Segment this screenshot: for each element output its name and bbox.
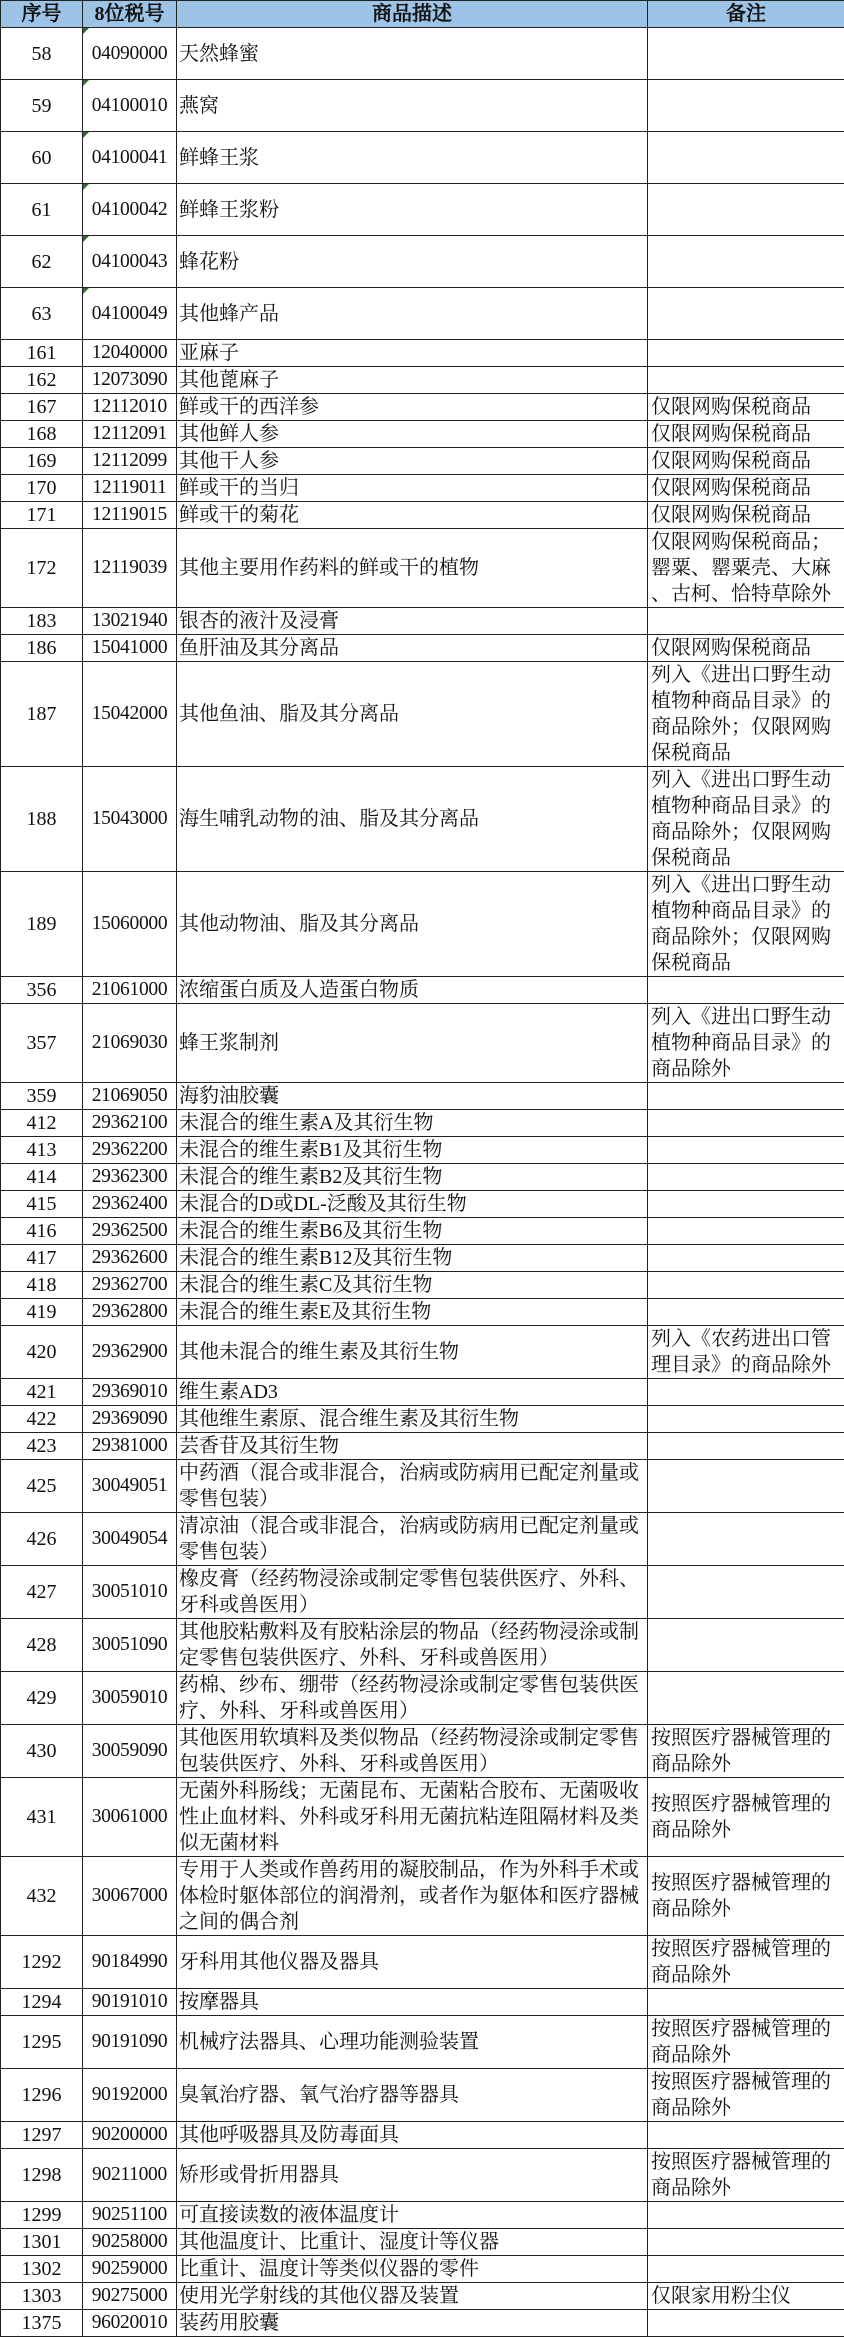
- table-row: [1, 288, 844, 340]
- tax-code-cell: 12112010: [83, 394, 177, 421]
- serial-cell: 425: [1, 1460, 83, 1513]
- remark-cell: [648, 1218, 844, 1245]
- remark-cell: 列入《进出口野生动植物种商品目录》的商品除外: [648, 1004, 844, 1083]
- serial-cell: 1302: [1, 2256, 83, 2283]
- tax-code-cell: 12073090: [83, 367, 177, 394]
- table-row: [1, 1566, 844, 1619]
- header-tax-code: 8位税号: [83, 1, 177, 28]
- tax-code-cell: 29362800: [83, 1299, 177, 1326]
- description-cell: 其他呼吸器具及防毒面具: [177, 2122, 648, 2149]
- serial-cell: 63: [1, 288, 83, 340]
- serial-cell: 427: [1, 1566, 83, 1619]
- remark-cell: 仅限网购保税商品: [648, 448, 844, 475]
- tax-code-cell: 21061000: [83, 977, 177, 1004]
- remark-cell: [648, 2122, 844, 2149]
- description-cell: 矫形或骨折用器具: [177, 2149, 648, 2202]
- serial-cell: 189: [1, 872, 83, 977]
- description-cell: 可直接读数的液体温度计: [177, 2202, 648, 2229]
- tax-code-cell: 30059090: [83, 1725, 177, 1778]
- description-cell: 其他蜂产品: [177, 288, 648, 340]
- table-row: [1, 448, 844, 475]
- serial-cell: 422: [1, 1406, 83, 1433]
- remark-cell: 仅限网购保税商品: [648, 635, 844, 662]
- tax-code-cell: 29362600: [83, 1245, 177, 1272]
- serial-cell: 357: [1, 1004, 83, 1083]
- tax-code-cell: 15042000: [83, 662, 177, 767]
- table-row: [1, 2016, 844, 2069]
- tax-code-cell: 96020010: [83, 2310, 177, 2337]
- description-cell: 鲜或干的当归: [177, 475, 648, 502]
- description-cell: 其他维生素原、混合维生素及其衍生物: [177, 1406, 648, 1433]
- serial-cell: 62: [1, 236, 83, 288]
- serial-cell: 61: [1, 184, 83, 236]
- serial-cell: 418: [1, 1272, 83, 1299]
- description-cell: 海豹油胶囊: [177, 1083, 648, 1110]
- tax-code-cell: 90275000: [83, 2283, 177, 2310]
- serial-cell: 188: [1, 767, 83, 872]
- tax-code-cell: 30051090: [83, 1619, 177, 1672]
- remark-cell: [648, 28, 844, 80]
- table-row: [1, 1083, 844, 1110]
- remark-cell: 仅限网购保税商品；罂粟、罂粟壳、大麻、古柯、恰特草除外: [648, 529, 844, 608]
- tax-code-cell: 29362400: [83, 1191, 177, 1218]
- tax-code-cell: 13021940: [83, 608, 177, 635]
- description-cell: 其他鱼油、脂及其分离品: [177, 662, 648, 767]
- table-row: [1, 2229, 844, 2256]
- tax-code-cell: 29362700: [83, 1272, 177, 1299]
- table-row: [1, 2283, 844, 2310]
- serial-cell: 183: [1, 608, 83, 635]
- serial-cell: 423: [1, 1433, 83, 1460]
- description-cell: 鱼肝油及其分离品: [177, 635, 648, 662]
- description-cell: 其他温度计、比重计、湿度计等仪器: [177, 2229, 648, 2256]
- tax-code-cell: 29362300: [83, 1164, 177, 1191]
- description-cell: 未混合的维生素C及其衍生物: [177, 1272, 648, 1299]
- remark-cell: 仅限网购保税商品: [648, 502, 844, 529]
- serial-cell: 426: [1, 1513, 83, 1566]
- table-row: [1, 2069, 844, 2122]
- serial-cell: 168: [1, 421, 83, 448]
- description-cell: 臭氧治疗器、氧气治疗器等器具: [177, 2069, 648, 2122]
- tax-code-cell: 90191010: [83, 1989, 177, 2016]
- remark-cell: 按照医疗器械管理的商品除外: [648, 1857, 844, 1936]
- remark-cell: [648, 236, 844, 288]
- tax-code-cell: 04100041: [83, 132, 177, 184]
- description-cell: 按摩器具: [177, 1989, 648, 2016]
- description-cell: 机械疗法器具、心理功能测验装置: [177, 2016, 648, 2069]
- serial-cell: 1301: [1, 2229, 83, 2256]
- tax-code-cell: 12112099: [83, 448, 177, 475]
- table-row: [1, 1299, 844, 1326]
- tax-code-cell: 30067000: [83, 1857, 177, 1936]
- description-cell: 未混合的D或DL-泛酸及其衍生物: [177, 1191, 648, 1218]
- serial-cell: 1292: [1, 1936, 83, 1989]
- tax-code-cell: 90259000: [83, 2256, 177, 2283]
- description-cell: 天然蜂蜜: [177, 28, 648, 80]
- description-cell: 未混合的维生素B6及其衍生物: [177, 1218, 648, 1245]
- serial-cell: 1299: [1, 2202, 83, 2229]
- description-cell: 鲜蜂王浆: [177, 132, 648, 184]
- tax-code-cell: 30049051: [83, 1460, 177, 1513]
- tax-code-cell: 12040000: [83, 340, 177, 367]
- serial-cell: 186: [1, 635, 83, 662]
- description-cell: 其他干人参: [177, 448, 648, 475]
- table-row: [1, 1513, 844, 1566]
- table-row: [1, 1989, 844, 2016]
- remark-cell: [648, 1110, 844, 1137]
- description-cell: 其他鲜人参: [177, 421, 648, 448]
- serial-cell: 356: [1, 977, 83, 1004]
- tax-code-cell: 29369090: [83, 1406, 177, 1433]
- description-cell: 蜂花粉: [177, 236, 648, 288]
- description-cell: 专用于人类或作兽药用的凝胶制品，作为外科手术或体检时躯体部位的润滑剂，或者作为躯体和医疗器械之间的偶合剂: [177, 1857, 648, 1936]
- table-row: [1, 502, 844, 529]
- tax-code-cell: 15041000: [83, 635, 177, 662]
- tax-code-cell: 15043000: [83, 767, 177, 872]
- table-row: [1, 1191, 844, 1218]
- serial-cell: 415: [1, 1191, 83, 1218]
- description-cell: 清凉油（混合或非混合，治病或防病用已配定剂量或零售包装）: [177, 1513, 648, 1566]
- remark-cell: 列入《进出口野生动植物种商品目录》的商品除外；仅限网购保税商品: [648, 872, 844, 977]
- serial-cell: 170: [1, 475, 83, 502]
- table-row: [1, 1218, 844, 1245]
- description-cell: 其他医用软填料及类似物品（经药物浸涂或制定零售包装供医疗、外科、牙科或兽医用）: [177, 1725, 648, 1778]
- remark-cell: [648, 1299, 844, 1326]
- table-row: [1, 1672, 844, 1725]
- description-cell: 未混合的维生素E及其衍生物: [177, 1299, 648, 1326]
- description-cell: 芸香苷及其衍生物: [177, 1433, 648, 1460]
- remark-cell: [648, 1272, 844, 1299]
- tax-code-cell: 90184990: [83, 1936, 177, 1989]
- remark-cell: [648, 1460, 844, 1513]
- tax-code-cell: 30059010: [83, 1672, 177, 1725]
- remark-cell: [648, 2310, 844, 2337]
- table-body: [1, 28, 844, 2337]
- table-row: [1, 1379, 844, 1406]
- table-row: [1, 475, 844, 502]
- table-row: [1, 1326, 844, 1379]
- serial-cell: 430: [1, 1725, 83, 1778]
- remark-cell: 按照医疗器械管理的商品除外: [648, 1936, 844, 1989]
- tax-code-cell: 29362200: [83, 1137, 177, 1164]
- table-row: [1, 394, 844, 421]
- description-cell: 维生素AD3: [177, 1379, 648, 1406]
- serial-cell: 169: [1, 448, 83, 475]
- table-row: [1, 1460, 844, 1513]
- remark-cell: [648, 2229, 844, 2256]
- table-row: [1, 1164, 844, 1191]
- tax-code-cell: 04100043: [83, 236, 177, 288]
- description-cell: 鲜蜂王浆粉: [177, 184, 648, 236]
- remark-cell: 仅限网购保税商品: [648, 421, 844, 448]
- description-cell: 中药酒（混合或非混合，治病或防病用已配定剂量或零售包装）: [177, 1460, 648, 1513]
- remark-cell: 按照医疗器械管理的商品除外: [648, 1778, 844, 1857]
- remark-cell: [648, 608, 844, 635]
- description-cell: 使用光学射线的其他仪器及装置: [177, 2283, 648, 2310]
- serial-cell: 428: [1, 1619, 83, 1672]
- description-cell: 未混合的维生素B1及其衍生物: [177, 1137, 648, 1164]
- description-cell: 装药用胶囊: [177, 2310, 648, 2337]
- description-cell: 银杏的液汁及浸膏: [177, 608, 648, 635]
- remark-cell: [648, 80, 844, 132]
- serial-cell: 431: [1, 1778, 83, 1857]
- description-cell: 未混合的维生素B2及其衍生物: [177, 1164, 648, 1191]
- remark-cell: 仅限网购保税商品: [648, 475, 844, 502]
- tax-code-cell: 90192000: [83, 2069, 177, 2122]
- description-cell: 鲜或干的菊花: [177, 502, 648, 529]
- serial-cell: 413: [1, 1137, 83, 1164]
- table-row: [1, 662, 844, 767]
- table-row: [1, 977, 844, 1004]
- tax-code-cell: 29362500: [83, 1218, 177, 1245]
- tax-code-cell: 29362900: [83, 1326, 177, 1379]
- description-cell: 亚麻子: [177, 340, 648, 367]
- remark-cell: [648, 1513, 844, 1566]
- serial-cell: 1375: [1, 2310, 83, 2337]
- serial-cell: 1296: [1, 2069, 83, 2122]
- table-row: [1, 2122, 844, 2149]
- remark-cell: [648, 1083, 844, 1110]
- serial-cell: 58: [1, 28, 83, 80]
- remark-cell: [648, 1433, 844, 1460]
- table-row: [1, 529, 844, 608]
- description-cell: 燕窝: [177, 80, 648, 132]
- remark-cell: [648, 340, 844, 367]
- remark-cell: [648, 1164, 844, 1191]
- tax-code-cell: 04100049: [83, 288, 177, 340]
- remark-cell: 列入《进出口野生动植物种商品目录》的商品除外；仅限网购保税商品: [648, 767, 844, 872]
- serial-cell: 429: [1, 1672, 83, 1725]
- serial-cell: 432: [1, 1857, 83, 1936]
- remark-cell: 仅限网购保税商品: [648, 394, 844, 421]
- remark-cell: [648, 1619, 844, 1672]
- tax-code-cell: 30049054: [83, 1513, 177, 1566]
- serial-cell: 416: [1, 1218, 83, 1245]
- description-cell: 未混合的维生素B12及其衍生物: [177, 1245, 648, 1272]
- remark-cell: 按照医疗器械管理的商品除外: [648, 2149, 844, 2202]
- remark-cell: [648, 132, 844, 184]
- table-row: [1, 608, 844, 635]
- remark-cell: [648, 1672, 844, 1725]
- remark-cell: [648, 2256, 844, 2283]
- table-row: [1, 1433, 844, 1460]
- tax-code-cell: 90211000: [83, 2149, 177, 2202]
- description-cell: 牙科用其他仪器及器具: [177, 1936, 648, 1989]
- tax-code-cell: 30051010: [83, 1566, 177, 1619]
- serial-cell: 161: [1, 340, 83, 367]
- serial-cell: 1298: [1, 2149, 83, 2202]
- table-row: [1, 2149, 844, 2202]
- remark-cell: [648, 1406, 844, 1433]
- table-row: [1, 184, 844, 236]
- remark-cell: [648, 288, 844, 340]
- remark-cell: [648, 1245, 844, 1272]
- remark-cell: [648, 2202, 844, 2229]
- description-cell: 比重计、温度计等类似仪器的零件: [177, 2256, 648, 2283]
- tax-code-cell: 21069050: [83, 1083, 177, 1110]
- description-cell: 浓缩蛋白质及人造蛋白物质: [177, 977, 648, 1004]
- description-cell: 其他主要用作药料的鲜或干的植物: [177, 529, 648, 608]
- remark-cell: 按照医疗器械管理的商品除外: [648, 2016, 844, 2069]
- description-cell: 海生哺乳动物的油、脂及其分离品: [177, 767, 648, 872]
- tax-code-cell: 90191090: [83, 2016, 177, 2069]
- table-row: [1, 132, 844, 184]
- table-row: [1, 2310, 844, 2337]
- description-cell: 未混合的维生素A及其衍生物: [177, 1110, 648, 1137]
- tax-code-cell: 30061000: [83, 1778, 177, 1857]
- header-row: [1, 1, 844, 28]
- description-cell: 鲜或干的西洋参: [177, 394, 648, 421]
- table-row: [1, 1137, 844, 1164]
- serial-cell: 167: [1, 394, 83, 421]
- table-row: [1, 367, 844, 394]
- serial-cell: 171: [1, 502, 83, 529]
- serial-cell: 1294: [1, 1989, 83, 2016]
- table-row: [1, 1004, 844, 1083]
- tax-code-cell: 90251100: [83, 2202, 177, 2229]
- tax-code-cell: 04100042: [83, 184, 177, 236]
- tax-code-cell: 90258000: [83, 2229, 177, 2256]
- table-row: [1, 80, 844, 132]
- tax-code-cell: 29362100: [83, 1110, 177, 1137]
- table-row: [1, 1245, 844, 1272]
- table-row: [1, 28, 844, 80]
- serial-cell: 1303: [1, 2283, 83, 2310]
- description-cell: 其他未混合的维生素及其衍生物: [177, 1326, 648, 1379]
- description-cell: 药棉、纱布、绷带（经药物浸涂或制定零售包装供医疗、外科、牙科或兽医用）: [177, 1672, 648, 1725]
- table-row: [1, 236, 844, 288]
- tax-code-cell: 90200000: [83, 2122, 177, 2149]
- remark-cell: [648, 1379, 844, 1406]
- remark-cell: [648, 1191, 844, 1218]
- serial-cell: 421: [1, 1379, 83, 1406]
- table-row: [1, 340, 844, 367]
- table-row: [1, 2256, 844, 2283]
- header-description: 商品描述: [177, 1, 648, 28]
- serial-cell: 60: [1, 132, 83, 184]
- tax-code-cell: 12119015: [83, 502, 177, 529]
- serial-cell: 417: [1, 1245, 83, 1272]
- remark-cell: [648, 1137, 844, 1164]
- description-cell: 蜂王浆制剂: [177, 1004, 648, 1083]
- remark-cell: [648, 1566, 844, 1619]
- serial-cell: 1297: [1, 2122, 83, 2149]
- remark-cell: [648, 367, 844, 394]
- remark-cell: 按照医疗器械管理的商品除外: [648, 1725, 844, 1778]
- description-cell: 其他动物油、脂及其分离品: [177, 872, 648, 977]
- remark-cell: 仅限家用粉尘仪: [648, 2283, 844, 2310]
- tax-code-cell: 12119011: [83, 475, 177, 502]
- tax-code-cell: 12112091: [83, 421, 177, 448]
- serial-cell: 420: [1, 1326, 83, 1379]
- table-row: [1, 1619, 844, 1672]
- description-cell: 橡皮膏（经药物浸涂或制定零售包装供医疗、外科、牙科或兽医用）: [177, 1566, 648, 1619]
- serial-cell: 1295: [1, 2016, 83, 2069]
- table-row: [1, 767, 844, 872]
- tax-code-cell: 29381000: [83, 1433, 177, 1460]
- tax-code-cell: 04100010: [83, 80, 177, 132]
- remark-cell: [648, 184, 844, 236]
- remark-cell: 列入《农药进出口管理目录》的商品除外: [648, 1326, 844, 1379]
- serial-cell: 162: [1, 367, 83, 394]
- serial-cell: 172: [1, 529, 83, 608]
- table-row: [1, 1110, 844, 1137]
- remark-cell: [648, 977, 844, 1004]
- remark-cell: 按照医疗器械管理的商品除外: [648, 2069, 844, 2122]
- description-cell: 其他蓖麻子: [177, 367, 648, 394]
- table-row: [1, 2202, 844, 2229]
- table-row: [1, 1778, 844, 1857]
- serial-cell: 419: [1, 1299, 83, 1326]
- serial-cell: 359: [1, 1083, 83, 1110]
- serial-cell: 414: [1, 1164, 83, 1191]
- table-row: [1, 421, 844, 448]
- table-row: [1, 872, 844, 977]
- header-remark: 备注: [648, 1, 844, 28]
- tax-code-cell: 12119039: [83, 529, 177, 608]
- serial-cell: 187: [1, 662, 83, 767]
- serial-cell: 412: [1, 1110, 83, 1137]
- table-row: [1, 1857, 844, 1936]
- tax-code-cell: 04090000: [83, 28, 177, 80]
- description-cell: 其他胶粘敷料及有胶粘涂层的物品（经药物浸涂或制定零售包装供医疗、外科、牙科或兽医用）: [177, 1619, 648, 1672]
- header-serial: 序号: [1, 1, 83, 28]
- remark-cell: [648, 1989, 844, 2016]
- tax-code-cell: 29369010: [83, 1379, 177, 1406]
- tax-code-cell: 15060000: [83, 872, 177, 977]
- table-row: [1, 1272, 844, 1299]
- table-row: [1, 1936, 844, 1989]
- remark-cell: 列入《进出口野生动植物种商品目录》的商品除外；仅限网购保税商品: [648, 662, 844, 767]
- tax-code-cell: 21069030: [83, 1004, 177, 1083]
- serial-cell: 59: [1, 80, 83, 132]
- table-row: [1, 1725, 844, 1778]
- description-cell: 无菌外科肠线；无菌昆布、无菌粘合胶布、无菌吸收性止血材料、外科或牙科用无菌抗粘连阻隔材料及类似无菌材料: [177, 1778, 648, 1857]
- table-row: [1, 635, 844, 662]
- table-row: [1, 1406, 844, 1433]
